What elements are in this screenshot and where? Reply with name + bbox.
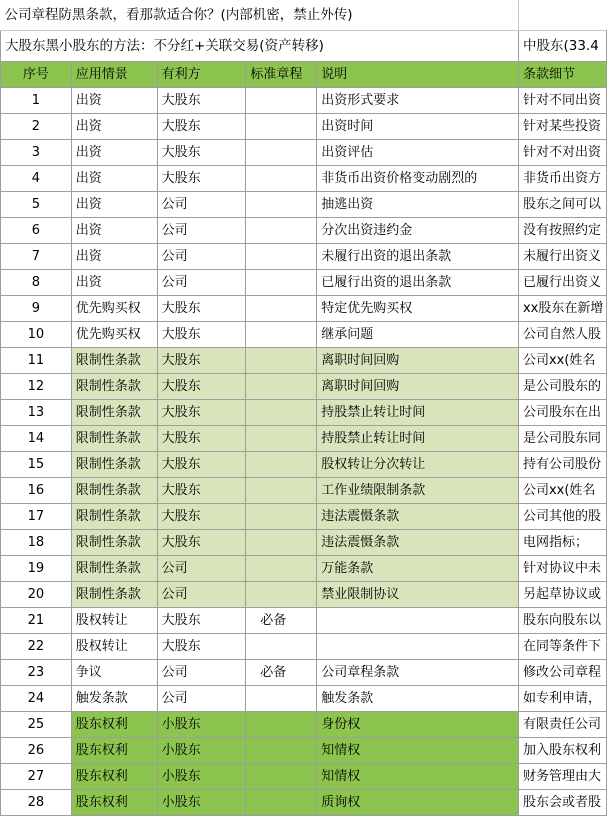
description-cell[interactable]: 股权转让分次转让 [317, 452, 519, 478]
detail-cell[interactable]: 没有按照约定 [518, 218, 606, 244]
row-number-cell[interactable]: 18 [1, 530, 72, 556]
party-cell[interactable]: 大股东 [157, 400, 246, 426]
sheet-title: 公司章程防黑条款，看那款适合你？(内部机密，禁止外传) [4, 7, 353, 23]
detail-cell[interactable]: 财务管理由大 [518, 764, 606, 790]
description-cell[interactable]: 非货币出资价格变动剧烈的 [317, 166, 519, 192]
table-row [1, 296, 607, 322]
scene-cell[interactable]: 出资 [71, 88, 157, 114]
scene-cell[interactable]: 出资 [71, 192, 157, 218]
scene-cell[interactable]: 限制性条款 [71, 530, 157, 556]
description-cell[interactable]: 出资时间 [317, 114, 519, 140]
table-row [1, 738, 607, 764]
row-number-cell[interactable]: 12 [1, 374, 72, 400]
party-cell[interactable]: 小股东 [157, 738, 246, 764]
description-cell[interactable]: 身份权 [317, 712, 519, 738]
row-number-cell[interactable]: 4 [1, 166, 72, 192]
title-empty-cell [518, 0, 606, 31]
scene-cell[interactable]: 限制性条款 [71, 452, 157, 478]
table-row [1, 582, 607, 608]
party-cell[interactable]: 大股东 [157, 530, 246, 556]
standard-cell[interactable]: 必备 [246, 608, 317, 634]
row-number-cell[interactable]: 27 [1, 764, 72, 790]
scene-cell[interactable]: 股权转让 [71, 608, 157, 634]
standard-cell[interactable] [246, 452, 317, 478]
standard-cell[interactable] [246, 114, 317, 140]
scene-cell[interactable]: 股东权利 [71, 790, 157, 816]
scene-cell[interactable]: 限制性条款 [71, 582, 157, 608]
scene-cell[interactable]: 出资 [71, 244, 157, 270]
row-number-cell[interactable]: 25 [1, 712, 72, 738]
table-row [1, 114, 607, 140]
party-cell[interactable]: 大股东 [157, 478, 246, 504]
party-cell[interactable]: 公司 [157, 244, 246, 270]
detail-cell[interactable]: 未履行出资义 [518, 244, 606, 270]
table-row [1, 426, 607, 452]
detail-cell[interactable]: 公司自然人股 [518, 322, 606, 348]
detail-cell[interactable]: 公司xx(姓名 [518, 478, 606, 504]
standard-cell[interactable] [246, 556, 317, 582]
standard-cell[interactable] [246, 88, 317, 114]
subtitle-right: 中股东(33.4 [518, 31, 606, 62]
row-number-cell[interactable]: 19 [1, 556, 72, 582]
row-number-cell[interactable]: 10 [1, 322, 72, 348]
row-number-cell[interactable]: 3 [1, 140, 72, 166]
table-row [1, 322, 607, 348]
party-cell[interactable]: 小股东 [157, 790, 246, 816]
description-cell[interactable]: 离职时间回购 [317, 374, 519, 400]
standard-cell[interactable] [246, 712, 317, 738]
standard-cell[interactable] [246, 140, 317, 166]
table-row [1, 452, 607, 478]
description-cell[interactable]: 工作业绩限制条款 [317, 478, 519, 504]
description-cell[interactable]: 已履行出资的退出条款 [317, 270, 519, 296]
row-number-cell[interactable]: 11 [1, 348, 72, 374]
scene-cell[interactable]: 股东权利 [71, 738, 157, 764]
standard-cell[interactable] [246, 790, 317, 816]
scene-cell[interactable]: 限制性条款 [71, 504, 157, 530]
table-row [1, 764, 607, 790]
party-cell[interactable]: 大股东 [157, 374, 246, 400]
detail-cell[interactable]: 针对某些投资 [518, 114, 606, 140]
party-cell[interactable]: 公司 [157, 660, 246, 686]
detail-cell[interactable]: 股东之间可以 [518, 192, 606, 218]
description-cell[interactable] [317, 608, 519, 634]
standard-cell[interactable] [246, 504, 317, 530]
detail-cell[interactable]: 股东会或者股 [518, 790, 606, 816]
table-row [1, 166, 607, 192]
scene-cell[interactable]: 争议 [71, 660, 157, 686]
description-cell[interactable]: 知情权 [317, 738, 519, 764]
scene-cell[interactable]: 股东权利 [71, 764, 157, 790]
scene-cell[interactable]: 限制性条款 [71, 556, 157, 582]
standard-cell[interactable] [246, 478, 317, 504]
header-row [1, 62, 607, 88]
party-cell[interactable]: 大股东 [157, 452, 246, 478]
standard-cell[interactable] [246, 192, 317, 218]
party-cell[interactable]: 公司 [157, 556, 246, 582]
scene-cell[interactable]: 出资 [71, 140, 157, 166]
row-number-cell[interactable]: 1 [1, 88, 72, 114]
party-cell[interactable]: 公司 [157, 218, 246, 244]
description-cell[interactable] [317, 634, 519, 660]
table-row [1, 244, 607, 270]
detail-cell[interactable]: 针对不对出资 [518, 140, 606, 166]
scene-cell[interactable]: 出资 [71, 166, 157, 192]
party-cell[interactable]: 大股东 [157, 114, 246, 140]
row-number-cell[interactable]: 28 [1, 790, 72, 816]
table-row [1, 88, 607, 114]
header-detail[interactable]: 条款细节 [518, 62, 606, 88]
row-number-cell[interactable]: 7 [1, 244, 72, 270]
description-cell[interactable]: 未履行出资的退出条款 [317, 244, 519, 270]
detail-cell[interactable]: 有限责任公司 [518, 712, 606, 738]
description-cell[interactable]: 触发条款 [317, 686, 519, 712]
party-cell[interactable]: 大股东 [157, 166, 246, 192]
description-cell[interactable]: 违法震慑条款 [317, 504, 519, 530]
detail-cell[interactable]: 修改公司章程 [518, 660, 606, 686]
detail-cell[interactable]: 在同等条件下 [518, 634, 606, 660]
detail-cell[interactable]: 已履行出资义 [518, 270, 606, 296]
party-cell[interactable]: 大股东 [157, 504, 246, 530]
row-number-cell[interactable]: 17 [1, 504, 72, 530]
title-row [1, 0, 607, 31]
detail-cell[interactable]: 公司其他的股 [518, 504, 606, 530]
scene-cell[interactable]: 限制性条款 [71, 348, 157, 374]
standard-cell[interactable] [246, 738, 317, 764]
row-number-cell[interactable]: 21 [1, 608, 72, 634]
standard-cell[interactable] [246, 270, 317, 296]
description-cell[interactable]: 出资评估 [317, 140, 519, 166]
row-number-cell[interactable]: 23 [1, 660, 72, 686]
table-row [1, 140, 607, 166]
row-number-cell[interactable]: 15 [1, 452, 72, 478]
header-no[interactable]: 序号 [1, 62, 72, 88]
detail-cell[interactable]: 是公司股东同 [518, 426, 606, 452]
party-cell[interactable]: 大股东 [157, 322, 246, 348]
row-number-cell[interactable]: 26 [1, 738, 72, 764]
row-number-cell[interactable]: 14 [1, 426, 72, 452]
scene-cell[interactable]: 触发条款 [71, 686, 157, 712]
row-number-cell[interactable]: 20 [1, 582, 72, 608]
standard-cell[interactable] [246, 686, 317, 712]
row-number-cell[interactable]: 8 [1, 270, 72, 296]
subtitle-left: 大股东黑小股东的方法：不分红+关联交易(资产转移) [1, 31, 519, 62]
description-cell[interactable]: 万能条款 [317, 556, 519, 582]
standard-cell[interactable] [246, 244, 317, 270]
table-row [1, 608, 607, 634]
table-row [1, 504, 607, 530]
row-number-cell[interactable]: 24 [1, 686, 72, 712]
scene-cell[interactable]: 优先购买权 [71, 296, 157, 322]
table-row [1, 530, 607, 556]
party-cell[interactable]: 大股东 [157, 426, 246, 452]
row-number-cell[interactable]: 16 [1, 478, 72, 504]
detail-cell[interactable]: 电网指标； [518, 530, 606, 556]
description-cell[interactable]: 抽逃出资 [317, 192, 519, 218]
detail-cell[interactable]: 股东向股东以 [518, 608, 606, 634]
standard-cell[interactable] [246, 374, 317, 400]
party-cell[interactable]: 大股东 [157, 634, 246, 660]
party-cell[interactable]: 公司 [157, 582, 246, 608]
standard-cell[interactable] [246, 218, 317, 244]
table-row [1, 478, 607, 504]
table-row [1, 348, 607, 374]
description-cell[interactable]: 知情权 [317, 764, 519, 790]
party-cell[interactable]: 大股东 [157, 296, 246, 322]
party-cell[interactable]: 小股东 [157, 712, 246, 738]
party-cell[interactable]: 大股东 [157, 88, 246, 114]
description-cell[interactable]: 出资形式要求 [317, 88, 519, 114]
description-cell[interactable]: 质询权 [317, 790, 519, 816]
description-cell[interactable]: 持股禁止转让时间 [317, 400, 519, 426]
header-standard[interactable]: 标准章程 [246, 62, 317, 88]
party-cell[interactable]: 公司 [157, 686, 246, 712]
table-row [1, 400, 607, 426]
row-number-cell[interactable]: 22 [1, 634, 72, 660]
header-scene[interactable]: 应用情景 [71, 62, 157, 88]
party-cell[interactable]: 公司 [157, 270, 246, 296]
header-description[interactable]: 说明 [317, 62, 519, 88]
standard-cell[interactable]: 必备 [246, 660, 317, 686]
scene-cell[interactable]: 优先购买权 [71, 322, 157, 348]
detail-cell[interactable]: xx股东在新增 [518, 296, 606, 322]
scene-cell[interactable]: 股权转让 [71, 634, 157, 660]
detail-cell[interactable]: 非货币出资方 [518, 166, 606, 192]
table-row [1, 790, 607, 816]
description-cell[interactable]: 持股禁止转让时间 [317, 426, 519, 452]
scene-cell[interactable]: 限制性条款 [71, 478, 157, 504]
standard-cell[interactable] [246, 166, 317, 192]
scene-cell[interactable]: 出资 [71, 218, 157, 244]
scene-cell[interactable]: 限制性条款 [71, 426, 157, 452]
party-cell[interactable]: 大股东 [157, 348, 246, 374]
standard-cell[interactable] [246, 348, 317, 374]
standard-cell[interactable] [246, 426, 317, 452]
row-number-cell[interactable]: 9 [1, 296, 72, 322]
row-number-cell[interactable]: 5 [1, 192, 72, 218]
description-cell[interactable]: 禁业限制协议 [317, 582, 519, 608]
description-cell[interactable]: 分次出资违约金 [317, 218, 519, 244]
table-row [1, 270, 607, 296]
detail-cell[interactable]: 如专利申请， [518, 686, 606, 712]
table-row [1, 686, 607, 712]
scene-cell[interactable]: 限制性条款 [71, 374, 157, 400]
description-cell[interactable]: 违法震慑条款 [317, 530, 519, 556]
table-row [1, 660, 607, 686]
scene-cell[interactable]: 出资 [71, 270, 157, 296]
scene-cell[interactable]: 股东权利 [71, 712, 157, 738]
standard-cell[interactable] [246, 400, 317, 426]
table-row [1, 374, 607, 400]
table-row [1, 192, 607, 218]
description-cell[interactable]: 公司章程条款 [317, 660, 519, 686]
subtitle-row [1, 31, 607, 62]
header-party[interactable]: 有利方 [157, 62, 246, 88]
table-row [1, 556, 607, 582]
standard-cell[interactable] [246, 296, 317, 322]
detail-cell[interactable]: 公司股东在出 [518, 400, 606, 426]
description-cell[interactable]: 离职时间回购 [317, 348, 519, 374]
scene-cell[interactable]: 出资 [71, 114, 157, 140]
description-cell[interactable]: 特定优先购买权 [317, 296, 519, 322]
table-row [1, 218, 607, 244]
detail-cell[interactable]: 针对不同出资 [518, 88, 606, 114]
table-row [1, 712, 607, 738]
row-number-cell[interactable]: 2 [1, 114, 72, 140]
description-cell[interactable]: 继承问题 [317, 322, 519, 348]
party-cell[interactable]: 小股东 [157, 764, 246, 790]
scene-cell[interactable]: 限制性条款 [71, 400, 157, 426]
party-cell[interactable]: 公司 [157, 192, 246, 218]
detail-cell[interactable]: 公司xx(姓名 [518, 348, 606, 374]
standard-cell[interactable] [246, 634, 317, 660]
table-row [1, 634, 607, 660]
standard-cell[interactable] [246, 322, 317, 348]
party-cell[interactable]: 大股东 [157, 608, 246, 634]
party-cell[interactable]: 大股东 [157, 140, 246, 166]
standard-cell[interactable] [246, 582, 317, 608]
detail-cell[interactable]: 持有公司股份 [518, 452, 606, 478]
detail-cell[interactable]: 是公司股东的 [518, 374, 606, 400]
detail-cell[interactable]: 另起草协议或 [518, 582, 606, 608]
detail-cell[interactable]: 加入股东权利 [518, 738, 606, 764]
row-number-cell[interactable]: 13 [1, 400, 72, 426]
row-number-cell[interactable]: 6 [1, 218, 72, 244]
standard-cell[interactable] [246, 530, 317, 556]
detail-cell[interactable]: 针对协议中未 [518, 556, 606, 582]
standard-cell[interactable] [246, 764, 317, 790]
